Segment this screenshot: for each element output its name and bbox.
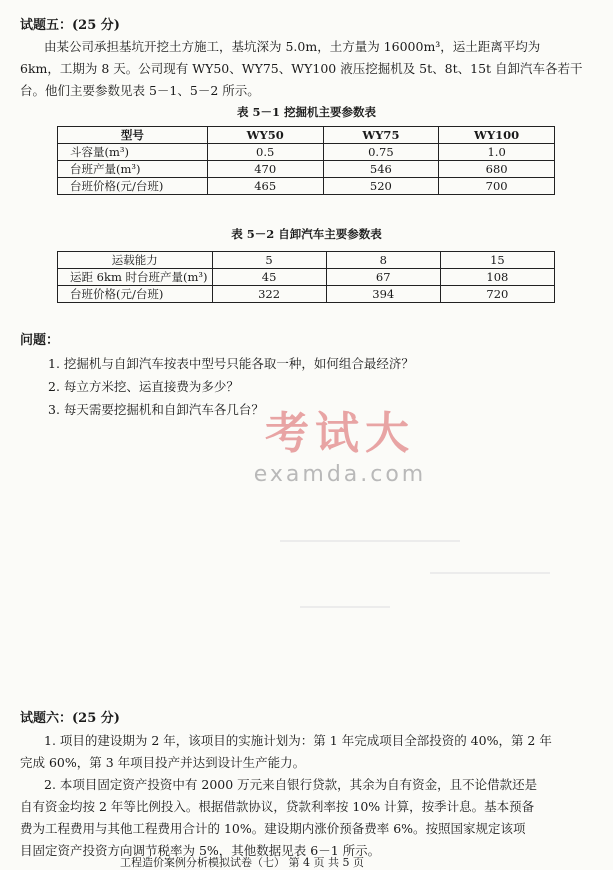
row-label: 台班价格(元/台班) <box>58 178 208 195</box>
table-cell: 700 <box>439 178 555 195</box>
question-item: 3. 每天需要挖掘机和自卸汽车各几台？ <box>48 402 264 417</box>
question-6-item-1 <box>20 730 586 774</box>
question-6-item-2 <box>20 774 586 862</box>
question-6-heading: 试题六：(25 分) <box>20 711 120 726</box>
excavator-parameter-table <box>57 126 555 195</box>
question-item: 1. 挖掘机与自卸汽车按表中型号只能各取一种，如何组合最经济？ <box>48 356 414 371</box>
table-cell: 108 <box>440 269 554 286</box>
header-cell: 8 <box>326 252 440 269</box>
header-cell: WY100 <box>439 127 555 144</box>
table-row <box>58 178 555 195</box>
header-cell: 运载能力 <box>58 252 213 269</box>
question-5-paragraph <box>20 36 586 102</box>
table-row <box>58 286 555 303</box>
table-cell: 465 <box>207 178 323 195</box>
paragraph-line: 目固定资产投资方向调节税率为 5%，其他数据见表 6－1 所示。 <box>20 843 381 858</box>
question-item: 2. 每立方米挖、运直接费为多少？ <box>48 379 239 394</box>
table-row <box>58 161 555 178</box>
table-row <box>58 144 555 161</box>
table-cell: 45 <box>212 269 326 286</box>
paragraph-line: 费为工程费用与其他工程费用合计的 10%。建设期内涨价预备费率 6%。按照国家规定该项 <box>20 821 526 836</box>
paragraph-line: 完成 60%，第 3 年项目投产并达到设计生产能力。 <box>20 755 306 770</box>
faded-scan-mark <box>430 572 550 574</box>
faded-scan-mark <box>300 606 390 608</box>
question-5-heading: 试题五：(25 分) <box>20 18 120 33</box>
paragraph-line: 1. 项目的建设期为 2 年，该项目的实施计划为：第 1 年完成项目全部投资的 40%，第 2 年 <box>44 733 552 748</box>
table-header-row <box>58 252 555 269</box>
table-5-2-caption: 表 5－2 自卸汽车主要参数表 <box>231 227 382 241</box>
watermark-url: examda.com <box>253 462 427 487</box>
table-cell: 520 <box>323 178 439 195</box>
header-cell: 5 <box>212 252 326 269</box>
table-cell: 394 <box>326 286 440 303</box>
watermark-logo: 考试大 <box>265 408 415 459</box>
table-cell: 720 <box>440 286 554 303</box>
row-label: 台班产量(m³) <box>58 161 208 178</box>
table-cell: 680 <box>439 161 555 178</box>
page-footer: 工程造价案例分析模拟试卷（七） 第 4 页 共 5 页 <box>120 856 364 869</box>
table-cell: 470 <box>207 161 323 178</box>
row-label: 运距 6km 时台班产量(m³) <box>58 269 213 286</box>
table-5-1-caption: 表 5－1 挖掘机主要参数表 <box>236 105 376 119</box>
header-cell: 15 <box>440 252 554 269</box>
faded-scan-mark <box>280 540 460 542</box>
paragraph-line: 由某公司承担基坑开挖土方施工，基坑深为 5.0m，土方量为 16000m³，运土距离平均为 <box>44 39 541 54</box>
row-label: 斗容量(m³) <box>58 144 208 161</box>
table-cell: 322 <box>212 286 326 303</box>
paragraph-line: 2. 本项目固定资产投资中有 2000 万元来自银行贷款，其余为自有资金，且不论借款还是 <box>44 777 538 792</box>
table-cell: 0.5 <box>207 144 323 161</box>
table-row <box>58 269 555 286</box>
table-cell: 1.0 <box>439 144 555 161</box>
header-cell: WY50 <box>207 127 323 144</box>
table-cell: 546 <box>323 161 439 178</box>
table-cell: 0.75 <box>323 144 439 161</box>
paragraph-line: 6km，工期为 8 天。公司现有 WY50、WY75、WY100 液压挖掘机及 5t、8t、15t 自卸汽车各若干 <box>20 61 583 76</box>
header-cell: WY75 <box>323 127 439 144</box>
paragraph-line: 台。他们主要参数见表 5－1、5－2 所示。 <box>20 83 260 98</box>
table-header-row <box>58 127 555 144</box>
table-cell: 67 <box>326 269 440 286</box>
header-cell: 型号 <box>58 127 208 144</box>
row-label: 台班价格(元/台班) <box>58 286 213 303</box>
watermark <box>215 408 465 490</box>
dump-truck-parameter-table <box>57 251 555 303</box>
questions-heading: 问题： <box>20 333 60 348</box>
paragraph-line: 自有资金均按 2 年等比例投入。根据借款协议，贷款利率按 10% 计算，按季计息。基本预备 <box>20 799 535 814</box>
